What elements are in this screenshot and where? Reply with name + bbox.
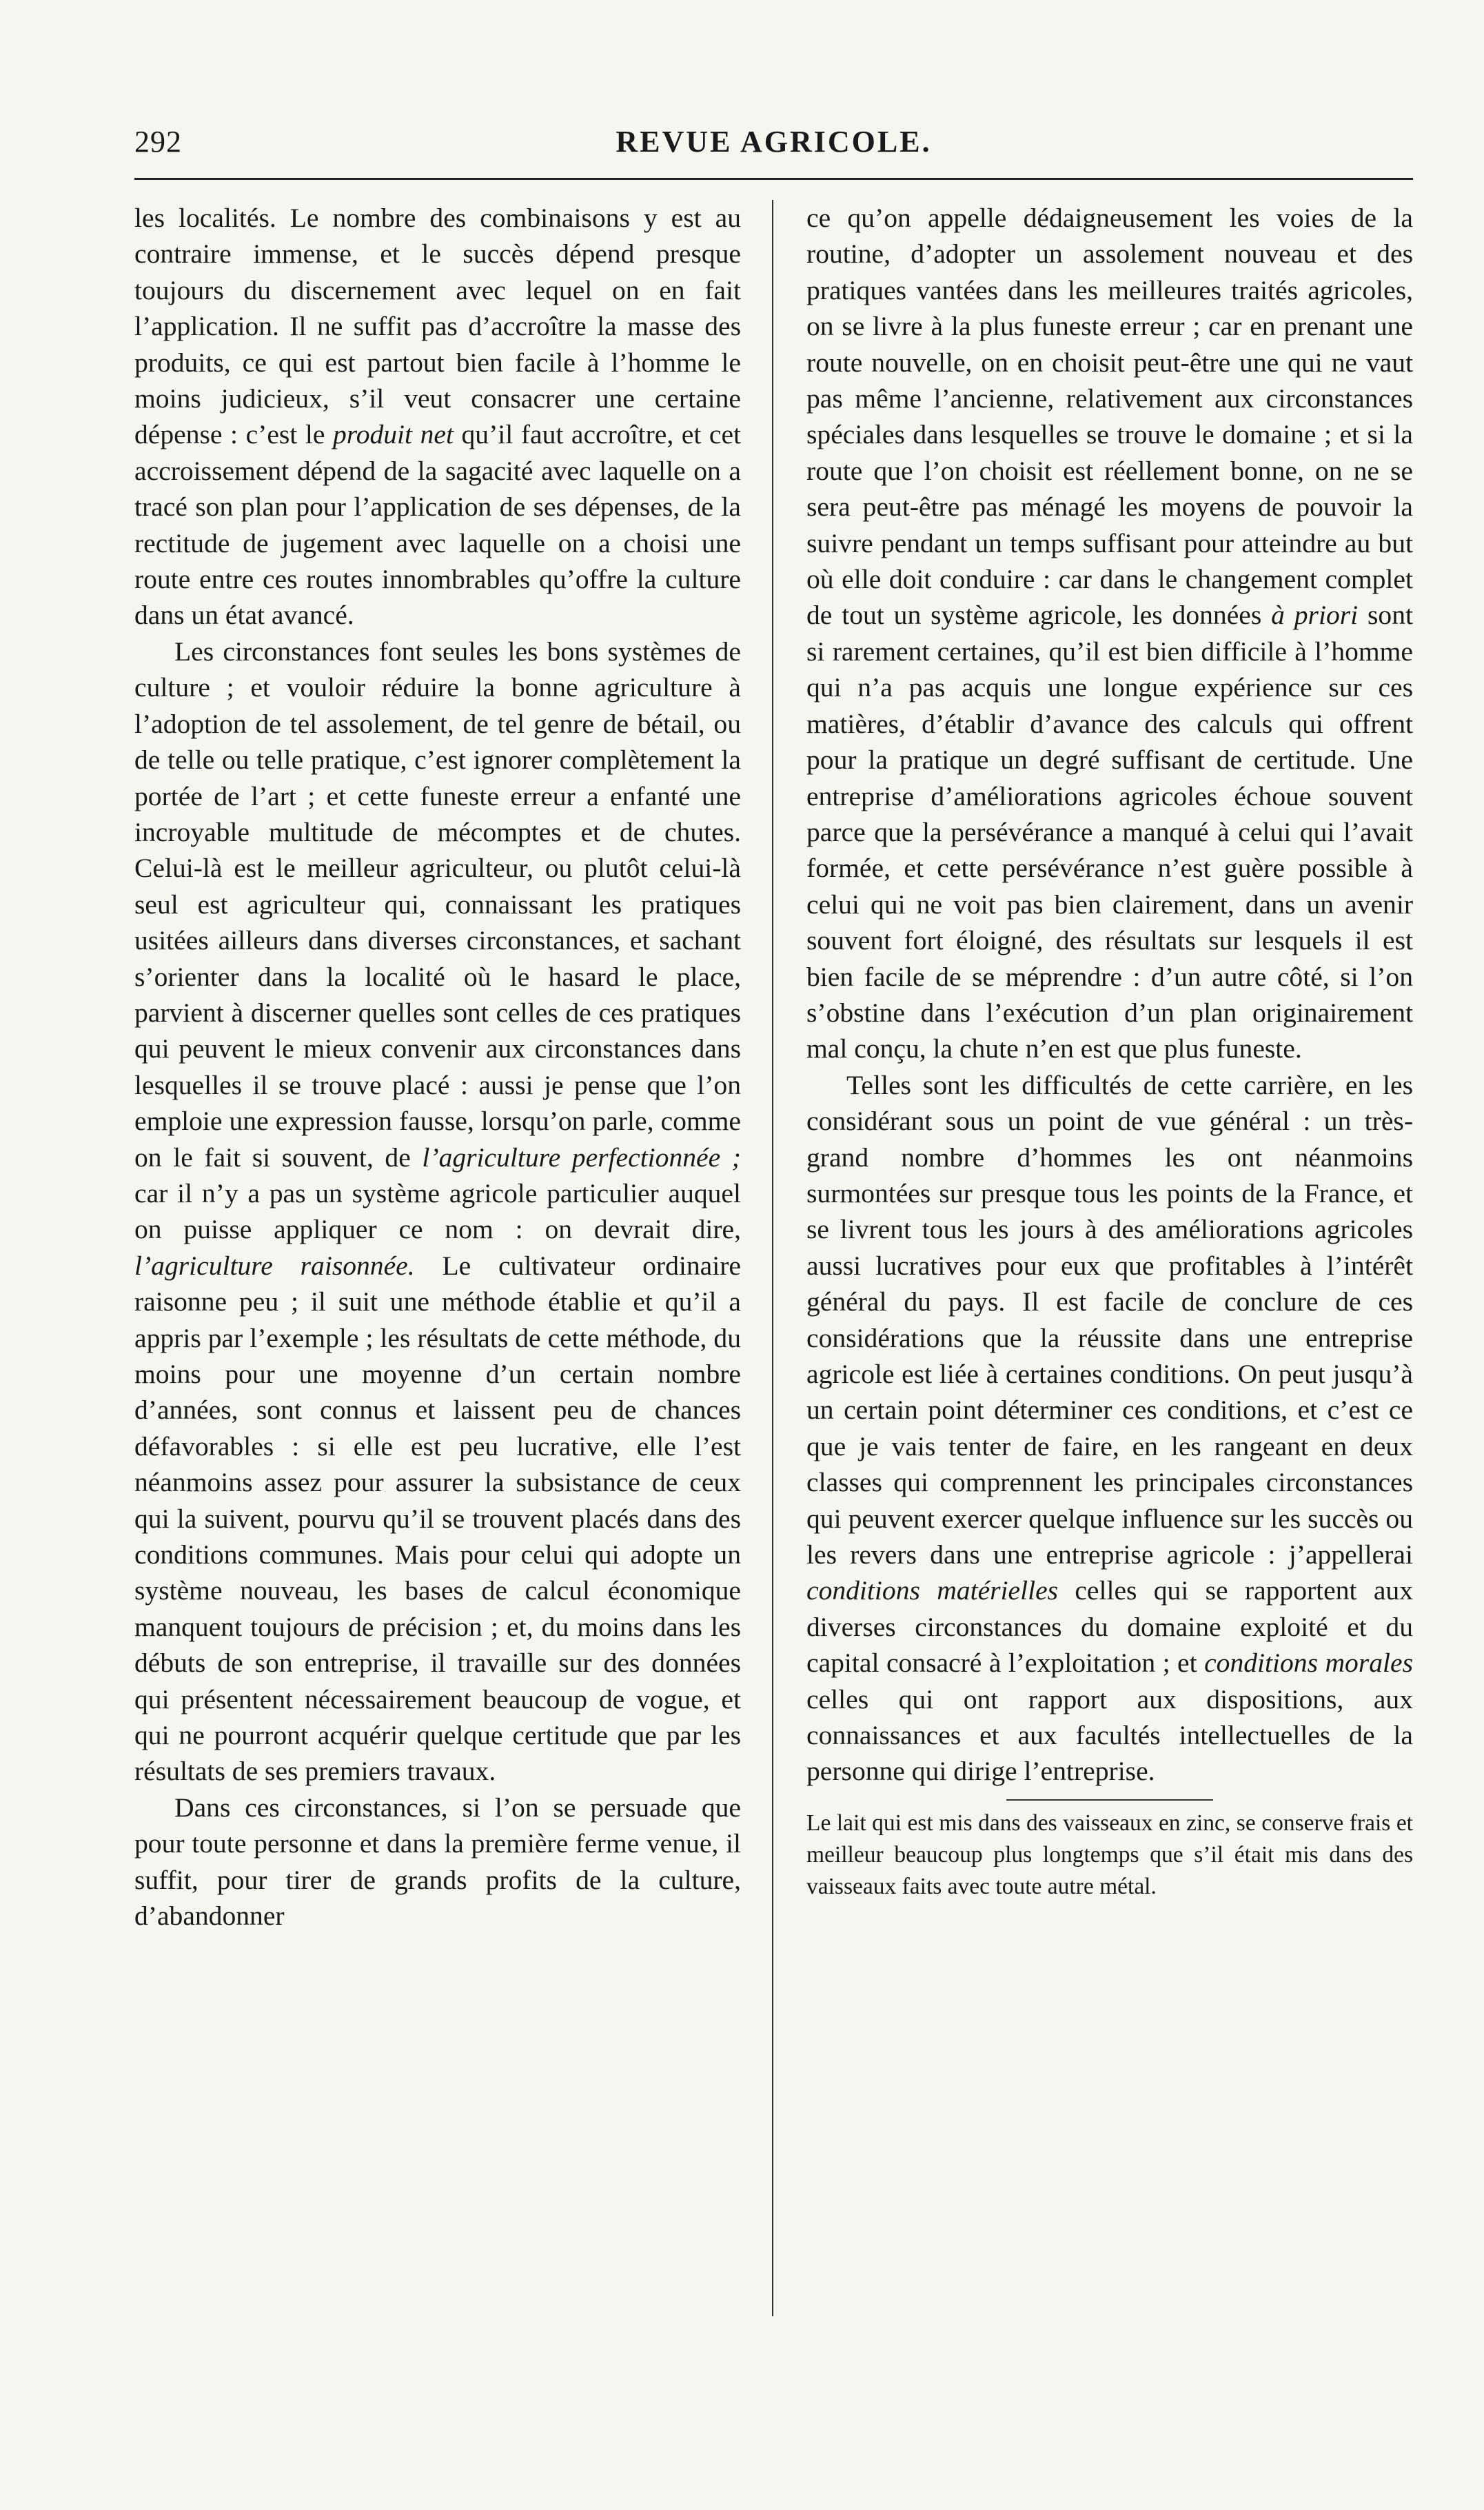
column-divider [772,200,773,2316]
paragraph [134,634,741,1790]
text-run: celles qui ont rapport aux dispositions, aux connaissances et aux facultés intellectuelles de la personne qui dirige l’entreprise. [806,1683,1413,1787]
text-run: Dans ces circonstances, si l’on se persuade que pour toute personne et dans la première ferme venue, il suffit, pour tirer de grands profits de la culture, d’abandonner [134,1792,741,1932]
paragraph [134,200,741,634]
right-column [806,200,1413,1903]
text-run: car il n’y a pas un système agricole particulier auquel on puisse appliquer ce nom : on devrait dire, [134,1177,741,1245]
text-run: Telles sont les difficultés de cette carrière, en les considérant sous un point de vue général : un très-grand nombre d’hommes les ont néanmoins surmontées sur presque tous les points de la France, et se livrent tous les jours à des améliorations agricoles aussi lucratives pour eux que profitables à l’intérêt général du pays. Il est facile de conclure de ces considérations que la réussite dans une entreprise agricole est liée à certaines conditions. On peut jusqu’à un certain point déterminer ces conditions, et c’est ce que je vais tenter de faire, en les rangeant en deux classes qui comprennent les principales circonstances qui peuvent exercer quelque influence sur les succès ou les revers dans une entreprise agricole : j’appellerai [806,1069,1413,1570]
running-title: REVUE AGRICOLE. [616,125,932,159]
italic-text: à priori [1271,600,1359,631]
footnote: Le lait qui est mis dans des vaisseaux en zinc, se conserve frais et meilleur beaucoup plus longtemps que s’il était mis dans des vaisseaux faits avec toute autre métal. [806,1810,1413,1899]
header-rule [134,178,1413,180]
page-header [134,117,1413,179]
text-run: ce qu’on appelle dédaigneusement les voies de la routine, d’adopter un assolement nouveau et des pratiques vantées dans les meilleures traités agricoles, on se livre à la plus funeste erreur ; car en prenant une route nouvelle, on en choisit peut-être une qui ne vaut pas même l’ancienne, relativement aux circonstances spéciales dans lesquelles se trouve le domaine ; et si la route que l’on choisit est réellement bonne, on ne se sera peut-être pas ménagé les moyens de pouvoir la suivre pendant un temps suffisant pour atteindre au but où elle doit conduire : car dans le changement complet de tout un système agricole, les données [806,203,1413,631]
text-run: Le cultivateur ordinaire raisonne peu ; il suit une méthode établie et qu’il a appris par l’exemple ; les résultats de cette méthode, du moins pour une moyenne d’un certain nombre d’années, sont connus et laissent peu de chances défavorables : si elle est peu lucrative, elle l’est néanmoins assez pour assurer la subsistance de ceux qui la suivent, pourvu qu’il se trouvent placés dans des conditions communes. Mais pour celui qui adopte un système nouveau, les bases de calcul économique manquent toujours de précision ; et, du moins dans les débuts de son entreprise, il travaille sur des données qui présentent nécessairement beaucoup de vogue, et qui ne pourront acquérir quelque certitude que par les résultats de ses premiers travaux. [134,1250,741,1787]
italic-text: produit net [332,419,454,450]
italic-text: l’agriculture raisonnée. [134,1250,415,1281]
text-run: celles qui se rapportent aux diverses circonstances du domaine exploité et du capital consacré à l’exploitation ; et [806,1575,1413,1679]
paragraph [134,1790,741,1934]
right-column-body [806,200,1413,1790]
italic-text: conditions matérielles [806,1575,1059,1606]
italic-text: conditions morales [1204,1648,1413,1679]
text-run: qu’il faut accroître, et cet accroissement dépend de la sagacité avec laquelle on a tracé son plan pour l’application de ses dépenses, de la rectitude de jugement avec laquelle on a choisi une route entre ces routes innombrables qu’offre la culture dans un état avancé. [134,419,742,631]
text-run: Les circonstances font seules les bons systèmes de culture ; et vouloir réduire la bonne agriculture à l’adoption de tel assolement, de tel genre de bétail, ou de telle ou telle pratique, c’est ignorer complètement la portée de l’art ; et cette funeste erreur a enfanté une incroyable multitude de mécomptes et de chutes. Celui-là est le meilleur agriculteur, ou plutôt celui-là seul est agriculteur qui, connaissant les pratiques usitées ailleurs dans diverses circonstances, et sachant s’orienter dans la localité où le hasard le place, parvient à discerner quelles sont celles de ces pratiques qui peuvent le mieux convenir aux circonstances dans lesquelles il se trouve placé : aussi je pense que l’on emploie une expression fausse, lorsqu’on parle, comme on le fait si souvent, de [134,636,741,1173]
paragraph [806,200,1413,1067]
left-column [134,200,741,1934]
paragraph [806,1067,1413,1790]
footnote-rule [1006,1799,1213,1801]
page-number: 292 [134,125,182,159]
page [134,117,1413,2461]
italic-text: l’agriculture perfectionnée ; [422,1142,741,1173]
text-run: sont si rarement certaines, qu’il est bien difficile à l’homme qui n’a pas acquis une longue expérience sur ces matières, d’établir d’avance des calculs qui offrent pour la pratique un degré suffisant de certitude. Une entreprise d’améliorations agricoles échoue souvent parce que la persévérance a manqué à celui qui l’avait formée, et cette persévérance n’est guère possible à celui qui ne voit pas bien clairement, dans un avenir souvent fort éloigné, des résultats sur lesquels il est bien facile de se méprendre : d’un autre côté, si l’on s’obstine dans l’exécution d’un plan originairement mal conçu, la chute n’en est que plus funeste. [806,600,1414,1064]
text-run: les localités. Le nombre des combinaisons y est au contraire immense, et le succès dépend presque toujours du discernement avec lequel on en fait l’application. Il ne suffit pas d’accroître la masse des produits, ce qui est partout bien facile à l’homme le moins judicieux, s’il veut consacrer une certaine dépense : c’est le [134,203,741,450]
